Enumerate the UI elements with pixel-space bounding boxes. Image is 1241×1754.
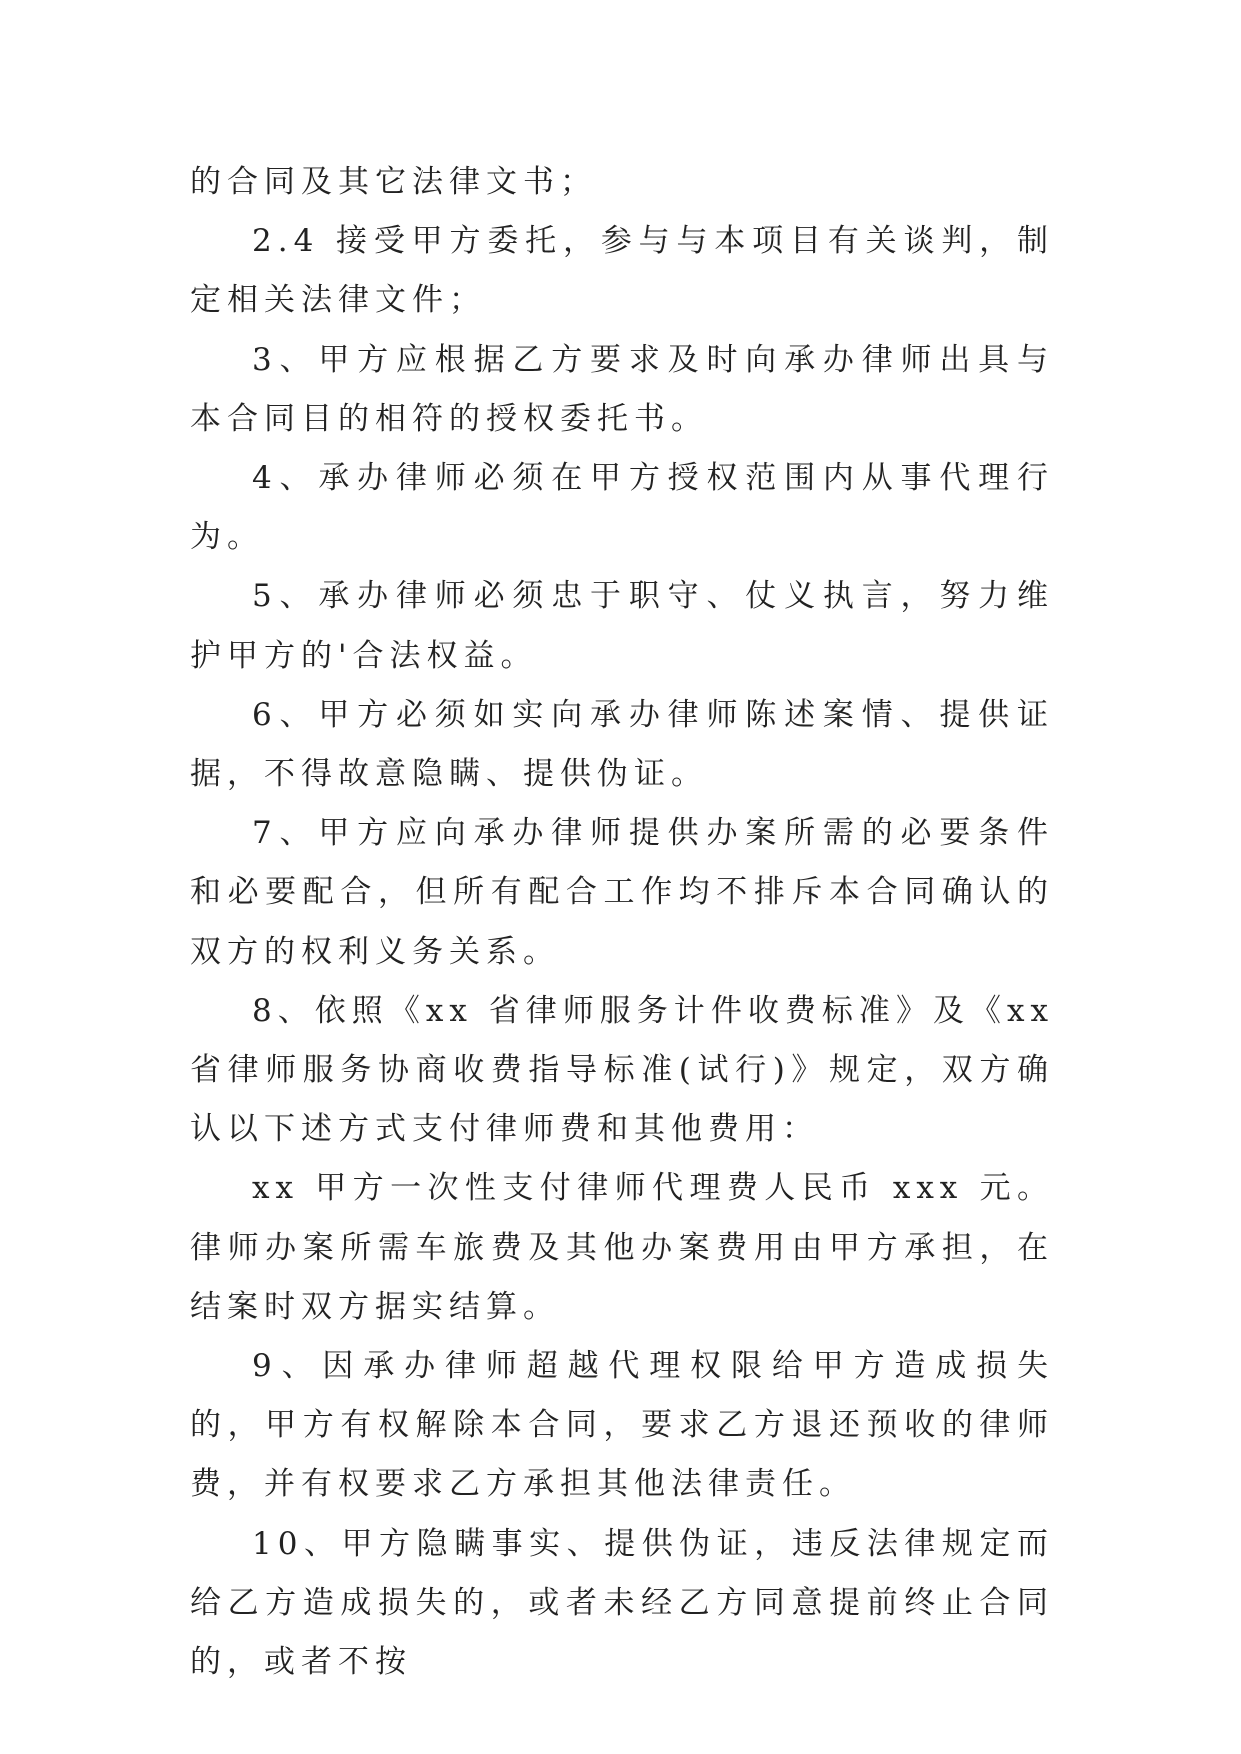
paragraph-4: 4、承办律师必须在甲方授权范围内从事代理行为。 [190, 460, 1054, 556]
paragraph-2: 2.4 接受甲方委托，参与与本项目有关谈判，制定相关法律文件； [190, 223, 1054, 319]
paragraph-6: 6、甲方必须如实向承办律师陈述案情、提供证据，不得故意隐瞒、提供伪证。 [190, 696, 1054, 793]
paragraph-8: 8、依照《xx 省律师服务计件收费标准》及《xx 省律师服务协商收费指导标准(试行)》规定，双方确认以下述方式支付律师费和其他费用： [190, 992, 1054, 1148]
paragraph-3: 3、甲方应根据乙方要求及时向承办律师出具与本合同目的相符的授权委托书。 [190, 341, 1054, 437]
paragraph-7: 7、甲方应向承办律师提供办案所需的必要条件和必要配合，但所有配合工作均不排斥本合同确认的双方的权利义务关系。 [190, 815, 1054, 970]
paragraph-11: 10、甲方隐瞒事实、提供伪证，违反法律规定而给乙方造成损失的，或者未经乙方同意提前终止合同的，或者不按 [190, 1525, 1054, 1681]
paragraph-9: xx 甲方一次性支付律师代理费人民币 xxx 元。律师办案所需车旅费及其他办案费用由甲方承担，在结案时双方据实结算。 [190, 1170, 1054, 1325]
paragraph-5: 5、承办律师必须忠于职守、仗义执言，努力维护甲方的'合法权益。 [190, 578, 1054, 674]
paragraph-1: 的合同及其它法律文书； [190, 164, 597, 200]
document-body [190, 153, 1054, 1692]
paragraph-10: 9、因承办律师超越代理权限给甲方造成损失的，甲方有权解除本合同，要求乙方退还预收的律师费，并有权要求乙方承担其他法律责任。 [190, 1348, 1054, 1503]
